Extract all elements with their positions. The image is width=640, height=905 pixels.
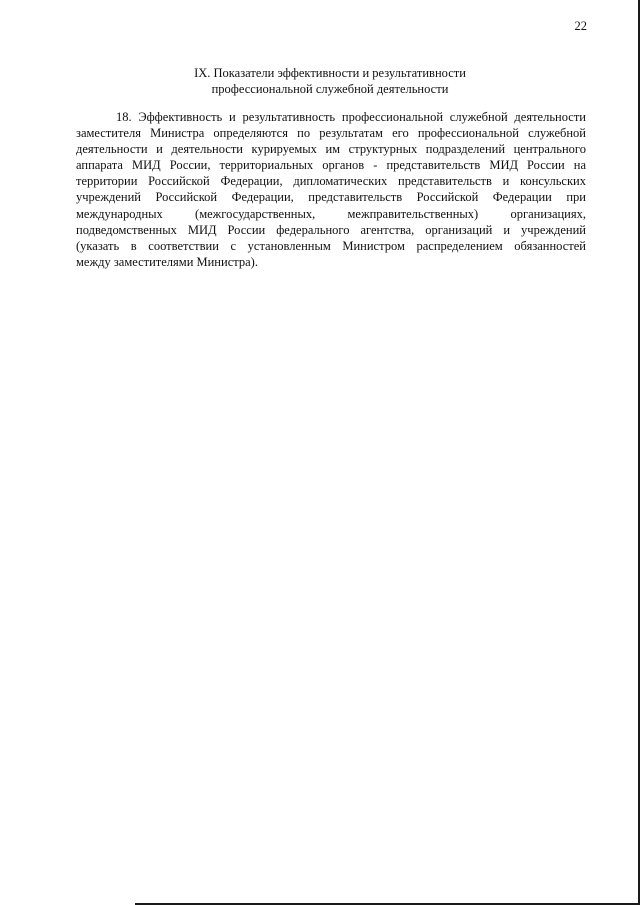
paragraph-line: деятельности и деятельности курируемых им структурных подразделений центрального — [76, 142, 586, 157]
paragraph-line: 18. Эффективность и результативность профессиональной служебной деятельности — [116, 110, 586, 124]
paragraph-line: заместителя Министра определяются по результатам его профессиональной служебной — [76, 126, 586, 141]
paragraph-line: между заместителями Министра). — [76, 254, 258, 269]
section-heading-line-1: IX. Показатели эффективности и результативности — [194, 66, 466, 80]
paragraph-line: учреждений Российской Федерации, представительств Российской Федерации при — [76, 190, 586, 205]
page-number: 22 — [574, 19, 587, 33]
paragraph-line: международных (межгосударственных, межправительственных) организациях, — [76, 206, 586, 221]
section-heading-line-2: профессиональной служебной деятельности — [211, 82, 449, 96]
section-heading — [76, 65, 584, 97]
paragraph-line: территории Российской Федерации, дипломатических представительств и консульских — [76, 174, 586, 189]
paragraph-line: аппарата МИД России, территориальных органов - представительств МИД России на — [76, 158, 586, 173]
paragraph-18 — [76, 109, 586, 270]
paragraph-line: (указать в соответствии с установленным Министром распределением обязанностей — [76, 238, 586, 253]
paragraph-line: подведомственных МИД России федерального агентства, организаций и учреждений — [76, 222, 586, 237]
